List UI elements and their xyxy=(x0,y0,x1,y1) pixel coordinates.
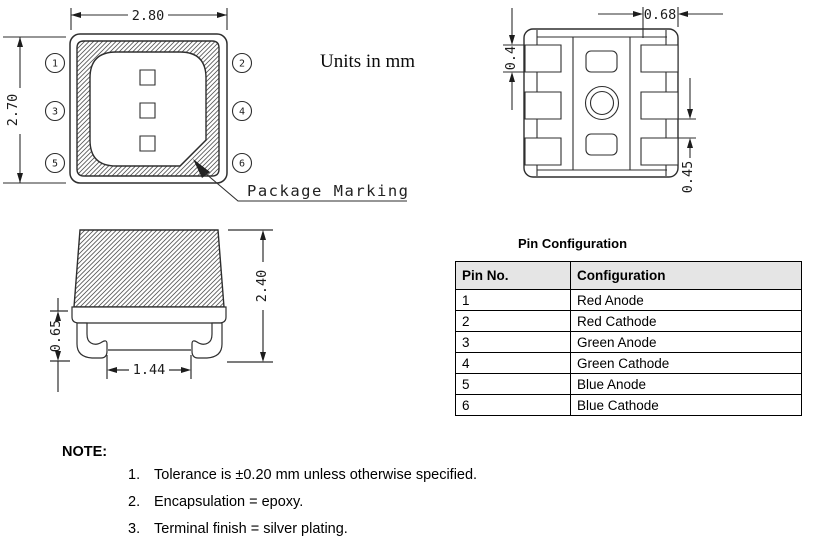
pin-number-2: 2 xyxy=(238,58,246,70)
arrowhead-down-icon xyxy=(509,35,515,45)
note-text: Terminal finish = silver plating. xyxy=(154,521,348,537)
note-number: 3. xyxy=(128,521,141,537)
lead-left xyxy=(77,323,107,358)
side-view-drawing xyxy=(40,215,290,400)
lead-right xyxy=(192,323,222,358)
arrowhead-right-icon xyxy=(633,11,643,17)
dim-width-label: 2.80 xyxy=(131,8,165,24)
arrowhead-down-icon xyxy=(17,173,23,183)
units-note: Units in mm xyxy=(320,51,416,72)
cell-config: Blue Cathode xyxy=(571,395,802,416)
table-row xyxy=(456,353,802,374)
led-chip-blue xyxy=(140,136,155,151)
terminal-pad-2 xyxy=(641,45,678,72)
top-view-drawing xyxy=(0,0,420,215)
arrowhead-left-icon xyxy=(678,11,688,17)
bottom-view-drawing xyxy=(470,0,815,210)
arrowhead-down-icon xyxy=(260,352,266,362)
dim-height-label: 2.70 xyxy=(5,93,21,127)
cell-pin: 3 xyxy=(456,332,571,353)
arrowhead-right-icon xyxy=(181,367,191,373)
arrowhead-up-icon xyxy=(687,138,693,148)
cell-pin: 4 xyxy=(456,353,571,374)
dim-pad-height-label: 0.4 xyxy=(503,45,519,71)
note-item xyxy=(128,492,608,512)
note-number: 2. xyxy=(128,494,141,510)
note-number: 1. xyxy=(128,467,141,483)
table-row xyxy=(456,374,802,395)
cell-pin: 1 xyxy=(456,290,571,311)
notes-heading: NOTE: xyxy=(62,444,108,460)
cell-pin: 5 xyxy=(456,374,571,395)
notes-list xyxy=(128,465,608,546)
dim-pad-width-label: 0.68 xyxy=(643,7,677,23)
table-row xyxy=(456,332,802,353)
cell-config: Red Anode xyxy=(571,290,802,311)
package-marking-label: Package Marking xyxy=(247,182,410,200)
package-base-band xyxy=(72,307,226,323)
header-pin-no: Pin No. xyxy=(456,262,571,290)
cell-config: Blue Anode xyxy=(571,374,802,395)
arrowhead-left-icon xyxy=(107,367,117,373)
pin-table-title: Pin Configuration xyxy=(518,236,628,251)
note-item xyxy=(128,519,608,539)
terminal-pad-5 xyxy=(525,138,561,165)
pin-number-6: 6 xyxy=(238,158,246,170)
led-chip-red xyxy=(140,70,155,85)
pin-table-wrapper xyxy=(455,261,802,416)
pin-number-1: 1 xyxy=(51,58,59,70)
arrowhead-left-icon xyxy=(71,12,81,18)
pin-configuration-table xyxy=(455,261,802,416)
cell-pin: 2 xyxy=(456,311,571,332)
terminal-pad-6 xyxy=(641,138,678,165)
led-chip-green xyxy=(140,103,155,118)
dim-pad-gap-label: 0.45 xyxy=(680,160,696,194)
arrowhead-up-icon xyxy=(55,311,61,321)
note-text: Encapsulation = epoxy. xyxy=(154,494,304,510)
cell-config: Green Anode xyxy=(571,332,802,353)
header-configuration: Configuration xyxy=(571,262,802,290)
note-text: Tolerance is ±0.20 mm unless otherwise specified. xyxy=(154,467,478,483)
dim-terminal-span-label: 1.44 xyxy=(132,362,166,378)
dim-total-height-label: 2.40 xyxy=(254,269,270,303)
cell-pin: 6 xyxy=(456,395,571,416)
dim-terminal-height-label: 0.65 xyxy=(48,319,64,353)
table-row xyxy=(456,395,802,416)
arrowhead-down-icon xyxy=(687,109,693,119)
table-row xyxy=(456,290,802,311)
table-header-row xyxy=(456,262,802,290)
terminal-pad-1 xyxy=(525,45,561,72)
arrowhead-right-icon xyxy=(217,12,227,18)
pin-number-4: 4 xyxy=(238,106,246,118)
terminal-pad-3 xyxy=(525,92,561,119)
cell-config: Red Cathode xyxy=(571,311,802,332)
arrowhead-up-icon xyxy=(260,230,266,240)
table-row xyxy=(456,311,802,332)
arrowhead-up-icon xyxy=(17,37,23,47)
arrowhead-up-icon xyxy=(509,72,515,82)
pin-number-3: 3 xyxy=(51,106,59,118)
pin-number-5: 5 xyxy=(51,158,59,170)
terminal-pad-4 xyxy=(641,92,678,119)
epoxy-body-hatched xyxy=(74,230,224,307)
note-item xyxy=(128,465,608,485)
cell-config: Green Cathode xyxy=(571,353,802,374)
